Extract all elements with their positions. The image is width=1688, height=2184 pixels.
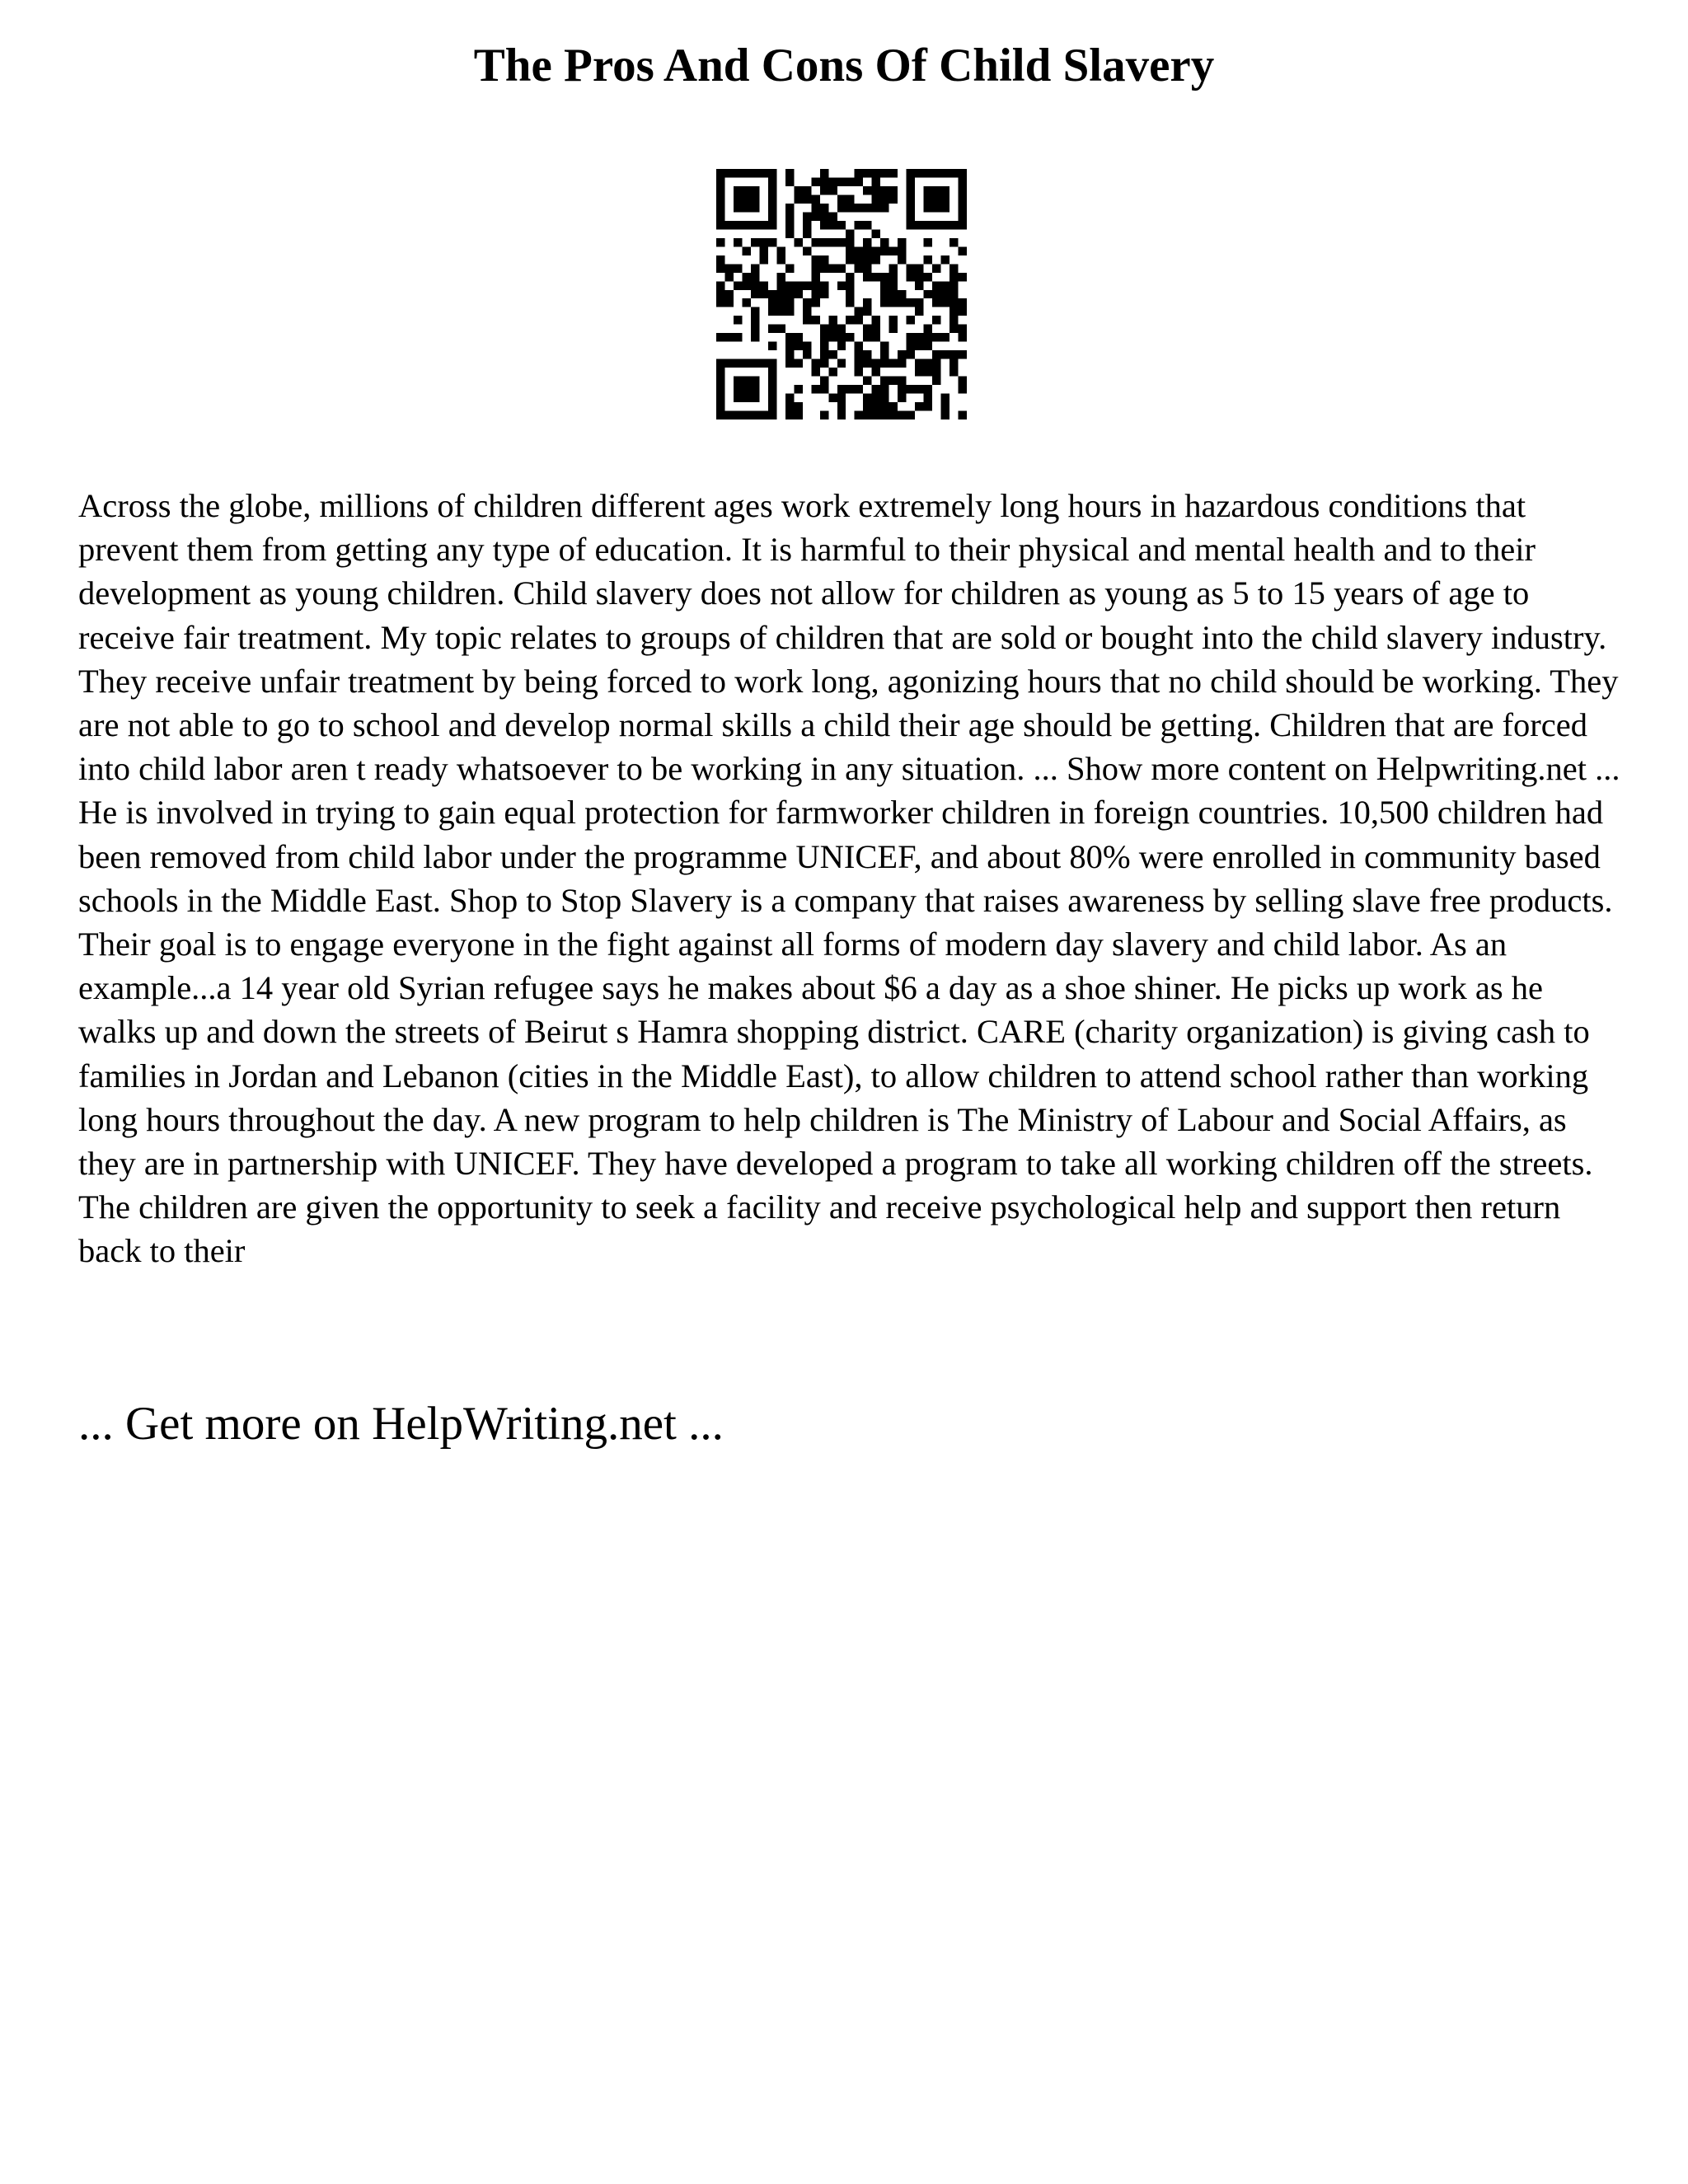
page-title: The Pros And Cons Of Child Slavery — [473, 40, 1215, 91]
get-more-link[interactable]: ... Get more on HelpWriting.net ... — [78, 1398, 724, 1450]
qr-code-graphic — [716, 169, 967, 419]
article-body — [78, 484, 1628, 1273]
paragraph-2: He is involved in trying to gain equal protection for farmworker children in foreign countries. 10,500 children had been removed from child labor under the programme UNICEF, and about 80% were enrolled in community based schools in the Middle East. Shop to Stop Slavery is a company that raises awareness by selling slave free products. Their goal is to engage everyone in the fight against all forms of modern day slavery and child labor. As an example...a 14 year old Syrian refugee says he makes about $6 a day as a shoe shiner. He picks up work as he walks up and down the streets of Beirut s Hamra shopping district. CARE (charity organization) is giving cash to families in Jordan and Lebanon (cities in the Middle East), to allow children to attend school rather than working long hours throughout the day. A new program to help children is The Ministry of Labour and Social Affairs, as they are in partnership with UNICEF. They have developed a program to take all working children off the streets. The children are given the opportunity to seek a facility and receive psychological help and support then return back to their — [78, 794, 1613, 1270]
paragraph-1: Across the globe, millions of children different ages work extremely long hours in hazardous conditions that prevent them from getting any type of education. It is harmful to their physical and mental health and to their development as young children. Child slavery does not allow for children as young as 5 to 15 years of age to receive fair treatment. My topic relates to groups of children that are sold or bought into the child slavery industry. They receive unfair treatment by being forced to work long, agonizing hours that no child should be working. They are not able to go to school and develop normal skills a child their age should be getting. Children that are forced into child labor aren t ready whatsoever to be working in any situation. ... Show more content on Helpwriting.net ... — [78, 487, 1620, 788]
qr-code-icon — [716, 169, 967, 419]
